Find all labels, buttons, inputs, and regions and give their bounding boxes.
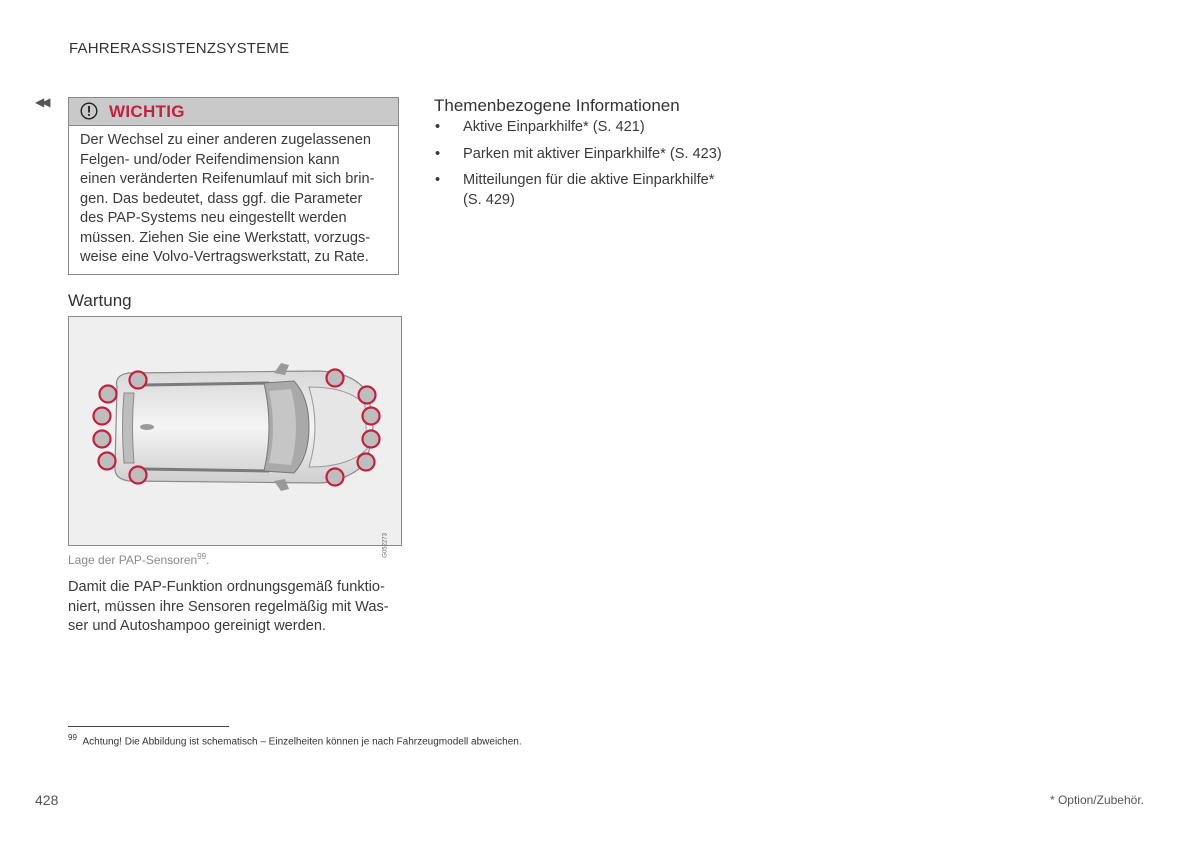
related-link-text[interactable]: Parken mit aktiver Einparkhilfe* (S. 423) xyxy=(463,145,722,162)
figure-code: G052273 xyxy=(383,533,389,558)
figure-caption xyxy=(68,552,209,567)
footnote-number: 99 xyxy=(68,733,77,742)
caption-end: . xyxy=(206,553,210,567)
warning-line: müssen. Ziehen Sie eine Werkstatt, vorzugs- xyxy=(80,229,371,246)
sensor-marker xyxy=(130,467,147,484)
sensor-marker xyxy=(94,431,111,448)
sensor-marker xyxy=(130,372,147,389)
warning-line: weise eine Volvo-Vertragswerkstatt, zu Rate. xyxy=(80,249,369,265)
bullet-icon: • xyxy=(435,119,441,135)
warning-title: WICHTIG xyxy=(109,102,185,121)
maintenance-line: ser und Autoshampoo gereinigt werden. xyxy=(68,618,326,634)
option-note: * Option/Zubehör. xyxy=(1049,793,1144,807)
footnote-divider xyxy=(68,726,229,727)
sensor-marker xyxy=(363,431,380,448)
sensor-marker xyxy=(327,469,344,486)
related-link-text[interactable]: Mitteilungen für die aktive Einparkhilfe* xyxy=(463,172,715,188)
related-link[interactable] xyxy=(434,145,722,165)
footnote-ref[interactable]: 99 xyxy=(197,552,207,561)
section-title: FAHRERASSISTENZSYSTEME xyxy=(69,40,290,57)
footnote xyxy=(68,733,522,747)
maintenance-text xyxy=(68,578,389,637)
double-chevron-left-icon[interactable]: ◀◀ xyxy=(35,95,48,109)
warning-line: Der Wechsel zu einer anderen zugelassenen xyxy=(80,132,371,148)
warning-box xyxy=(68,97,399,275)
sensor-marker xyxy=(94,408,111,425)
warning-line: gen. Das bedeutet, dass ggf. die Parameter xyxy=(80,190,363,207)
related-topics-heading: Themenbezogene Informationen xyxy=(434,96,680,115)
sensor-marker xyxy=(359,387,376,404)
related-link-text[interactable]: (S. 429) xyxy=(463,191,515,208)
maintenance-line: Damit die PAP-Funktion ordnungsgemäß funktio- xyxy=(68,579,385,595)
car-top-view-illustration xyxy=(69,317,401,545)
related-link-text[interactable]: Aktive Einparkhilfe* (S. 421) xyxy=(463,119,645,135)
bullet-icon: • xyxy=(435,145,441,162)
warning-line: einen veränderten Reifenumlauf mit sich brin- xyxy=(80,171,375,187)
warning-text xyxy=(69,126,398,268)
exclamation-circle-icon xyxy=(80,102,98,120)
page-number: 428 xyxy=(35,792,59,808)
warning-header xyxy=(69,98,398,126)
sensor-marker xyxy=(327,370,344,387)
warning-line: des PAP-Systems neu eingestellt werden xyxy=(80,210,347,226)
related-link[interactable] xyxy=(434,118,722,138)
caption-text: Lage der PAP-Sensoren xyxy=(68,553,198,567)
sensor-marker xyxy=(358,454,375,471)
maintenance-heading: Wartung xyxy=(68,291,132,310)
sensor-marker xyxy=(99,453,116,470)
sensor-marker xyxy=(100,386,117,403)
sensor-marker xyxy=(363,408,380,425)
maintenance-line: niert, müssen ihre Sensoren regelmäßig mit Was- xyxy=(68,598,389,615)
footnote-text: Achtung! Die Abbildung ist schematisch – Einzelheiten können je nach Fahrzeugmodell abweichen. xyxy=(82,736,522,748)
bullet-icon: • xyxy=(435,172,441,188)
related-topics-list xyxy=(434,118,722,217)
warning-line: Felgen- und/oder Reifendimension kann xyxy=(80,151,340,168)
related-link[interactable] xyxy=(434,171,722,210)
